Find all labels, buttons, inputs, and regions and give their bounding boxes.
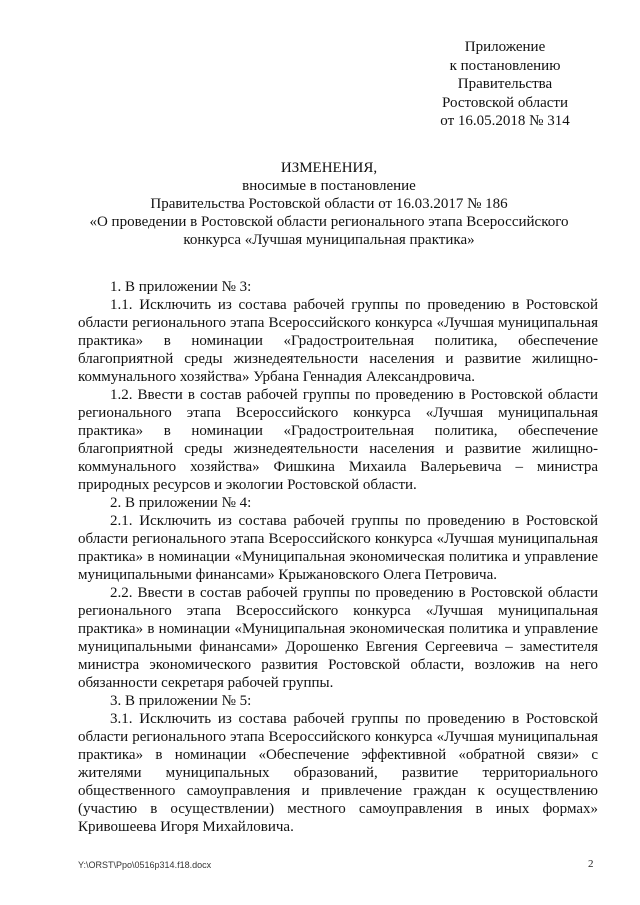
appendix-line: Приложение <box>464 39 546 55</box>
section-3-heading: 3. В приложении № 5: <box>110 693 252 709</box>
title-line: «О проведении в Ростовской области регионального этапа Всероссийского <box>89 214 569 230</box>
document-body <box>78 278 598 836</box>
appendix-line: Ростовской области <box>442 94 568 111</box>
appendix-line: от 16.05.2018 № 314 <box>440 113 570 129</box>
section-1-heading: 1. В приложении № 3: <box>110 279 252 295</box>
appendix-line: Правительства <box>457 76 553 92</box>
document-title <box>78 159 580 249</box>
paragraph-1-1: 1.1. Исключить из состава рабочей группы по проведению в Ростовской области регионального этапа Всероссийского конкурса «Лучшая муниципальная практика» в номинации «Градостроительная политика, обеспечение благоприятной среды жизнедеятельности населения и развитие жилищно-коммунального хозяйства» Урбана Геннадия Александровича. <box>78 297 598 385</box>
paragraph-3-1: 3.1. Исключить из состава рабочей группы по проведению в Ростовской области регионального этапа Всероссийского конкурса «Лучшая муниципальная практика» в номинации «Обеспечение эффективной «обратной связи» с жителями муниципальных образований, развитие территориального общественного самоуправления и привлечение граждан к осуществлению (участию в осуществлении) местного самоуправления в иных формах» Кривошеева Игоря Михайловича. <box>78 711 598 835</box>
paragraph-1-2: 1.2. Ввести в состав рабочей группы по проведению в Ростовской области регионального этапа Всероссийского конкурса «Лучшая муниципальная практика» в номинации «Градостроительная политика, обеспечение благоприятной среды жизнедеятельности населения и развитие жилищно-коммунального хозяйства» Фишкина Михаила Валерьевича – министра природных ресурсов и экологии Ростовской области. <box>78 387 598 493</box>
appendix-header <box>400 38 610 131</box>
title-line: вносимые в постановление <box>242 178 416 194</box>
file-path-footer: Y:\ORST\Ppo\0516p314.f18.docx <box>78 860 212 870</box>
section-2-heading: 2. В приложении № 4: <box>110 495 252 511</box>
appendix-line: к постановлению <box>449 57 561 74</box>
paragraph-2-2: 2.2. Ввести в состав рабочей группы по проведению в Ростовской области регионального этапа Всероссийского конкурса «Лучшая муниципальная практика» в номинации «Муниципальная экономическая политика и управление муниципальными финансами» Дорошенко Евгения Сергеевича – заместителя министра экономического развития Ростовской области, возложив на него обязанности секретаря рабочей группы. <box>78 585 598 691</box>
title-heading: ИЗМЕНЕНИЯ, <box>280 160 378 176</box>
paragraph-2-1: 2.1. Исключить из состава рабочей группы по проведению в Ростовской области регионального этапа Всероссийского конкурса «Лучшая муниципальная практика» в номинации «Муниципальная экономическая политика и управление муниципальными финансами» Крыжановского Олега Петровича. <box>78 513 598 583</box>
page-number: 2 <box>588 858 594 870</box>
title-line: Правительства Ростовской области от 16.03.2017 № 186 <box>150 196 508 212</box>
title-line: конкурса «Лучшая муниципальная практика» <box>183 232 475 248</box>
